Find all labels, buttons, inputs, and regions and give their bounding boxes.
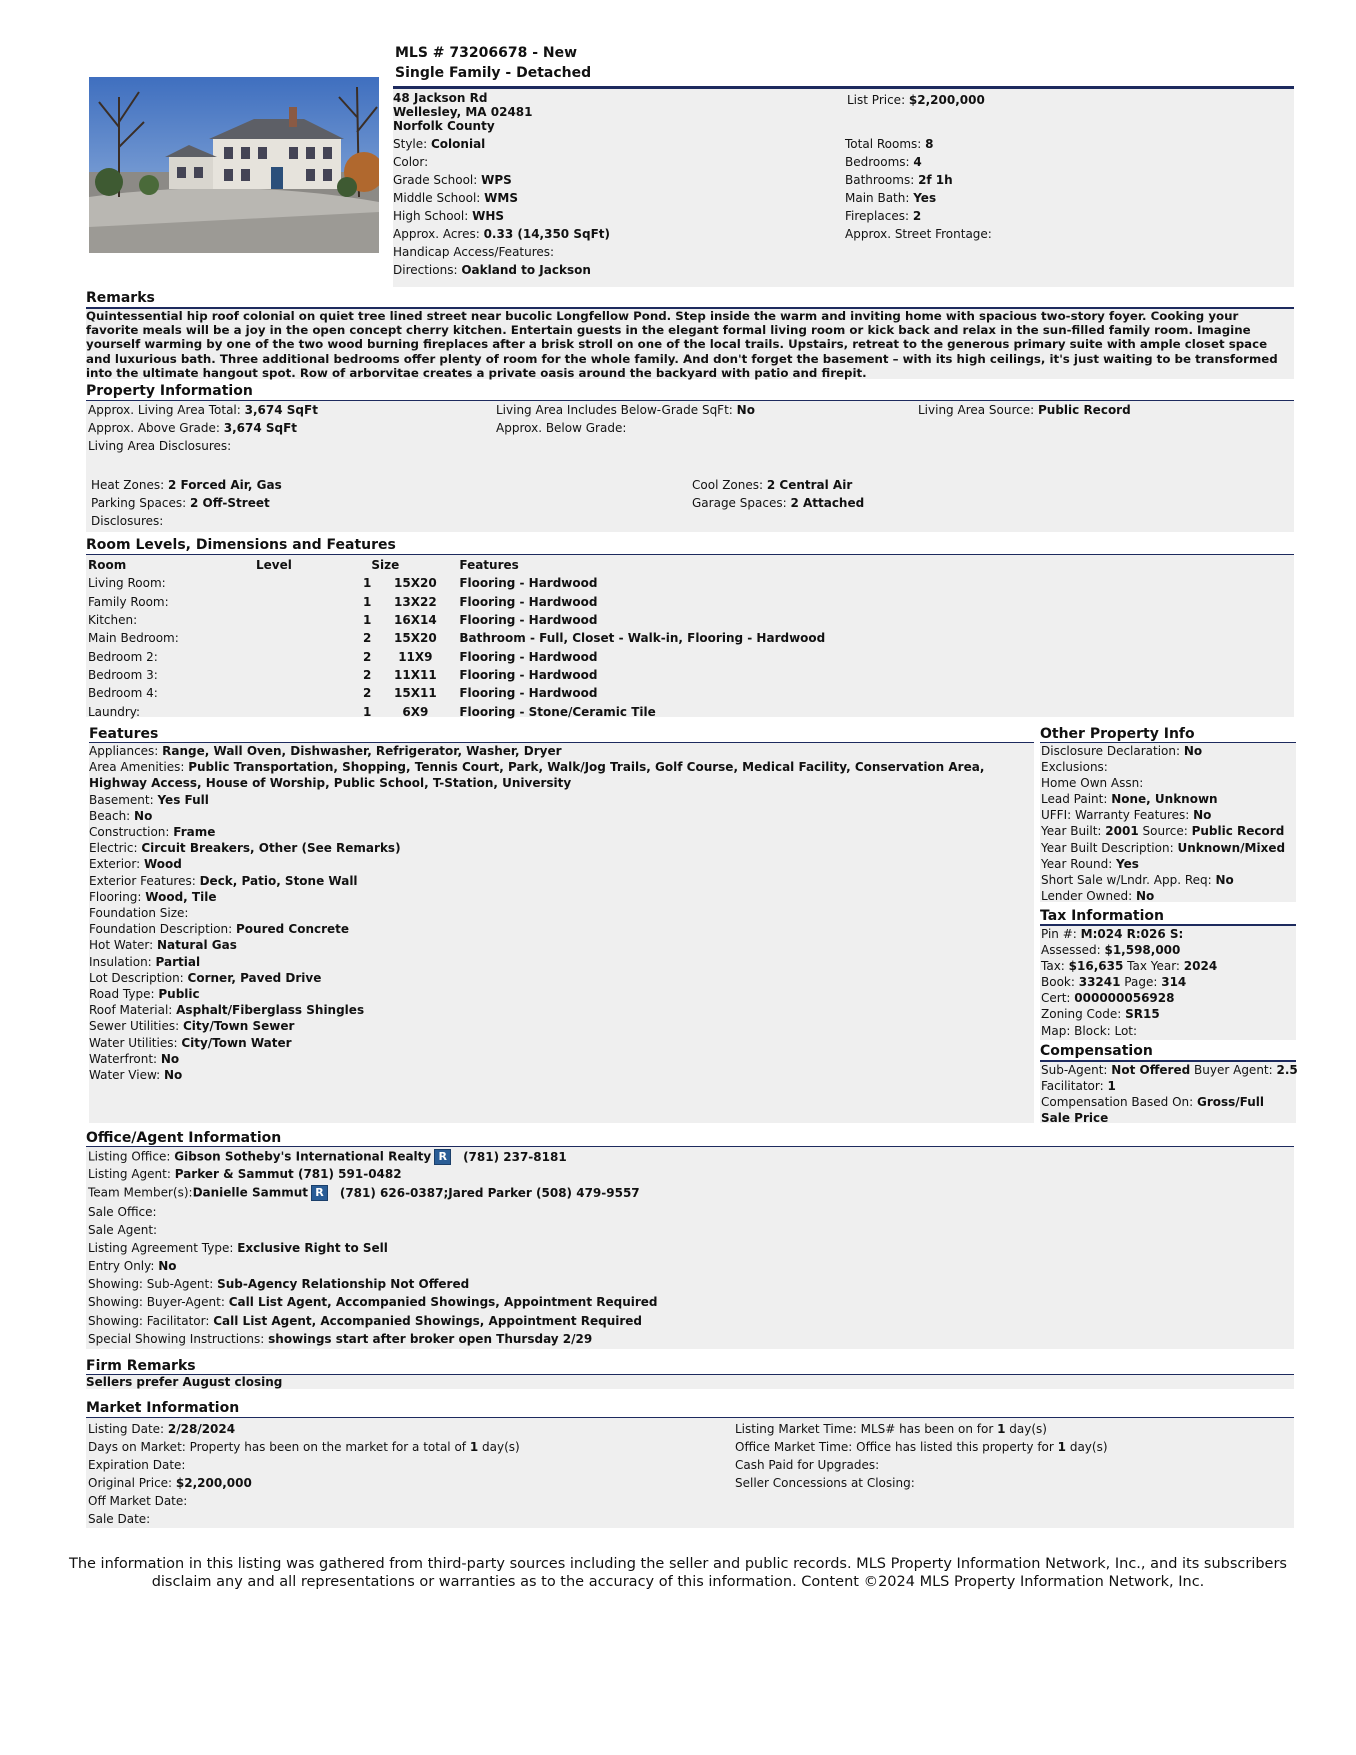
room-name: Laundry: — [88, 704, 141, 719]
cool-zones: Cool Zones: 2 Central Air — [692, 478, 853, 492]
list-price: List Price: $2,200,000 — [847, 93, 985, 107]
room-row — [88, 666, 825, 684]
other-info-title: Other Property Info — [1040, 726, 1195, 742]
feature-item: Exterior: Wood — [89, 857, 182, 872]
other-info-item: Disclosure Declaration: No — [1041, 744, 1203, 758]
other-info-item: Lender Owned: No — [1041, 888, 1155, 903]
room-level: 2 — [363, 686, 372, 701]
feature-item: Exterior Features: Deck, Patio, Stone Wall — [89, 873, 358, 888]
tax-item: Map: Block: Lot: — [1041, 1023, 1138, 1038]
col-room: Room — [88, 558, 127, 573]
below-grade: Approx. Below Grade: — [496, 421, 627, 435]
tax-item: Tax: $16,635 Tax Year: 2024 — [1041, 959, 1218, 974]
feature-item: Beach: No — [89, 808, 153, 823]
room-level: 2 — [363, 667, 372, 682]
room-row — [88, 647, 825, 665]
market-right-item: Seller Concessions at Closing: — [735, 1476, 915, 1491]
room-row — [88, 702, 825, 720]
summary-right-item: Fireplaces: 2 — [845, 209, 922, 223]
room-size: 11X9 — [398, 649, 433, 664]
room-level: 1 — [363, 594, 372, 609]
summary-right-item: Bedrooms: 4 — [845, 155, 922, 169]
tax-item: Assessed: $1,598,000 — [1041, 943, 1181, 958]
summary-left-item: Style: Colonial — [393, 137, 486, 151]
office-item: Showing: Facilitator: Call List Agent, Accompanied Showings, Appointment Required — [88, 1313, 643, 1328]
other-info-item: Year Built: 2001 Source: Public Record — [1041, 824, 1285, 839]
firm-remarks-text: Sellers prefer August closing — [86, 1375, 283, 1389]
listing-office: Listing Office: Gibson Sotheby's International Realty R (781) 237-8181 — [88, 1149, 567, 1164]
heat-zones: Heat Zones: 2 Forced Air, Gas — [91, 478, 282, 492]
sub-agent: Sub-Agent: Not Offered Buyer Agent: 2.5 — [1041, 1063, 1298, 1077]
room-name: Living Room: — [88, 576, 166, 591]
realtor-logo-icon: R — [434, 1149, 451, 1165]
office-title: Office/Agent Information — [86, 1130, 282, 1146]
room-features: Flooring - Hardwood — [459, 613, 598, 628]
market-left-item: Days on Market: Property has been on the market for a total of 1 day(s) — [88, 1440, 520, 1455]
other-info-item: UFFI: Warranty Features: No — [1041, 808, 1212, 823]
room-features: Bathroom - Full, Closet - Walk-in, Flooring - Hardwood — [459, 631, 826, 646]
tax-list — [1041, 926, 1217, 1039]
office-item: Listing Agreement Type: Exclusive Right to Sell — [88, 1241, 388, 1256]
other-info-item: Year Built Description: Unknown/Mixed — [1041, 840, 1286, 855]
summary-right-item: Approx. Street Frontage: — [845, 227, 992, 241]
property-type: Single Family - Detached — [395, 65, 592, 81]
living-area-total: Approx. Living Area Total: 3,674 SqFt — [88, 403, 318, 417]
living-area-source: Living Area Source: Public Record — [918, 403, 1131, 417]
other-info-item: Exclusions: — [1041, 760, 1108, 775]
office-item: Sale Office: — [88, 1205, 157, 1219]
feature-item: Water View: No — [89, 1068, 183, 1083]
rooms-header-row — [88, 556, 825, 574]
room-level: 2 — [363, 649, 372, 664]
summary-left-item: Handicap Access/Features: — [393, 245, 555, 259]
feature-item: Basement: Yes Full — [89, 792, 209, 807]
rooms-title: Room Levels, Dimensions and Features — [86, 537, 396, 553]
room-features: Flooring - Hardwood — [459, 594, 598, 609]
property-info-title: Property Information — [86, 383, 253, 399]
market-left-item: Original Price: $2,200,000 — [88, 1476, 252, 1491]
summary-right-item: Bathrooms: 2f 1h — [845, 173, 953, 187]
market-right — [735, 1420, 1108, 1492]
tax-title: Tax Information — [1040, 908, 1164, 924]
room-name: Bedroom 4: — [88, 686, 158, 701]
market-right-item: Office Market Time: Office has listed this property for 1 day(s) — [735, 1440, 1108, 1455]
address-block — [393, 91, 533, 133]
listing-agent: Listing Agent: Parker & Sammut (781) 591-0482 — [88, 1167, 402, 1181]
summary-left-item: Color: — [393, 155, 429, 169]
above-grade: Approx. Above Grade: 3,674 SqFt — [88, 421, 298, 435]
market-left-item: Listing Date: 2/28/2024 — [88, 1422, 236, 1436]
garage-spaces: Garage Spaces: 2 Attached — [692, 496, 865, 510]
room-level: 2 — [363, 631, 372, 646]
market-left-item: Sale Date: — [88, 1512, 151, 1527]
room-size: 11X11 — [394, 667, 437, 682]
team-member-name[interactable]: Danielle Sammut — [192, 1185, 308, 1200]
col-level: Level — [256, 558, 292, 573]
feature-item: Area Amenities: Public Transportation, Shopping, Tennis Court, Park, Walk/Jog Trails, Golf Course, Medical Facility, Conservation Area, Highway Access, House of Worship, Public School, T-Station, University — [89, 760, 985, 791]
market-right-item: Cash Paid for Upgrades: — [735, 1458, 880, 1473]
other-info-list — [1041, 743, 1285, 904]
market-right-item: Listing Market Time: MLS# has been on for 1 day(s) — [735, 1422, 1047, 1436]
room-row — [88, 629, 825, 647]
feature-item: Waterfront: No — [89, 1051, 180, 1066]
tax-item: Book: 33241 Page: 314 — [1041, 975, 1187, 990]
feature-item: Flooring: Wood, Tile — [89, 889, 217, 904]
feature-item: Roof Material: Asphalt/Fiberglass Shingles — [89, 1003, 365, 1018]
col-size: Size — [371, 558, 400, 573]
feature-item: Insulation: Partial — [89, 954, 201, 969]
office-item: Entry Only: No — [88, 1259, 177, 1274]
disclosures: Disclosures: — [91, 514, 164, 528]
address-city: Wellesley, MA 02481 — [393, 105, 533, 119]
includes-below-grade: Living Area Includes Below-Grade SqFt: No — [496, 403, 755, 417]
office-item: Showing: Sub-Agent: Sub-Agency Relationship Not Offered — [88, 1277, 470, 1292]
room-size: 6X9 — [402, 704, 429, 719]
remarks-text: Quintessential hip roof colonial on quiet tree lined street near bucolic Longfellow Pond. Step inside the warm and inviting home with spacious two-story foyer. Cooking your favorite meals will be a joy in the open concept cherry kitchen. Entertain guests in the elegant formal living room or kick back and relax in the sun-filled family room. Imagine yourself warming by one of the two wood burning fireplaces after a brisk stroll on one of the local trails. Upstairs, retreat to the generous primary suite with ample closet space and luxurious bath. Three additional bedrooms offer plenty of room for the whole family. And don't forget the basement – with its high ceilings, it's just waiting to be transformed into the ultimate hangout spot. Row of arborvitae creates a private oasis around the backyard with patio and firepit. — [86, 309, 1278, 380]
room-features: Flooring - Hardwood — [459, 686, 598, 701]
summary-right — [845, 135, 992, 243]
tax-item: Pin #: M:024 R:026 S: — [1041, 927, 1184, 941]
compensation-block — [1041, 1062, 1298, 1126]
room-size: 15X20 — [394, 576, 437, 591]
room-size: 16X14 — [394, 613, 437, 628]
summary-left-item: Grade School: WPS — [393, 173, 512, 187]
house-image — [89, 77, 379, 253]
room-size: 15X11 — [394, 686, 437, 701]
room-size: 13X22 — [394, 594, 437, 609]
feature-item: Electric: Circuit Breakers, Other (See Remarks) — [89, 841, 401, 856]
other-info-item: Home Own Assn: — [1041, 776, 1144, 791]
listing-office-phone: (781) 237-8181 — [463, 1149, 567, 1164]
room-row — [88, 684, 825, 702]
feature-item: Hot Water: Natural Gas — [89, 938, 237, 953]
summary-left — [393, 135, 610, 279]
summary-left-item: Approx. Acres: 0.33 (14,350 SqFt) — [393, 227, 610, 241]
remarks-title: Remarks — [86, 290, 155, 306]
room-name: Bedroom 2: — [88, 649, 158, 664]
market-left-item: Off Market Date: — [88, 1494, 188, 1509]
room-features: Flooring - Hardwood — [459, 649, 598, 664]
room-level: 1 — [363, 704, 372, 719]
feature-item: Road Type: Public — [89, 987, 200, 1002]
market-left — [88, 1420, 520, 1529]
room-row — [88, 611, 825, 629]
feature-item: Water Utilities: City/Town Water — [89, 1035, 292, 1050]
room-name: Kitchen: — [88, 613, 138, 628]
team-member-contacts: (781) 626-0387;Jared Parker (508) 479-9557 — [339, 1185, 640, 1200]
summary-left-item: Middle School: WMS — [393, 191, 518, 205]
room-row — [88, 593, 825, 611]
other-info-item: Lead Paint: None, Unknown — [1041, 792, 1218, 807]
room-features: Flooring - Hardwood — [459, 667, 598, 682]
rooms-table — [88, 556, 825, 721]
listing-office-name[interactable]: Gibson Sotheby's International Realty — [174, 1149, 432, 1164]
summary-left-item: Directions: Oakland to Jackson — [393, 263, 591, 277]
room-name: Family Room: — [88, 594, 169, 609]
room-name: Main Bedroom: — [88, 631, 179, 646]
tax-item: Zoning Code: SR15 — [1041, 1007, 1160, 1022]
market-left-item: Expiration Date: — [88, 1458, 186, 1473]
team-members: Team Member(s):Danielle Sammut R (781) 626-0387;Jared Parker (508) 479-9557 — [88, 1185, 640, 1200]
feature-item: Sewer Utilities: City/Town Sewer — [89, 1019, 295, 1034]
features-list — [89, 743, 1007, 1083]
list-price-value: $2,200,000 — [908, 93, 985, 107]
feature-item: Lot Description: Corner, Paved Drive — [89, 970, 322, 985]
disclaimer-footer: The information in this listing was gathered from third-party sources including the seller and public records. MLS Property Information Network, Inc., and its subscribers disclaim any and all representations or warranties as to the accuracy of this information. Content ©2024 MLS Property Information Network, Inc. — [68, 1556, 1287, 1590]
col-features: Features — [459, 558, 519, 573]
room-row — [88, 574, 825, 592]
office-list — [88, 1203, 658, 1348]
other-info-item: Short Sale w/Lndr. App. Req: No — [1041, 872, 1234, 887]
parking-spaces: Parking Spaces: 2 Off-Street — [91, 496, 270, 510]
room-size: 15X20 — [394, 631, 437, 646]
living-area-disclosures: Living Area Disclosures: — [88, 439, 232, 453]
room-level: 1 — [363, 576, 372, 591]
room-level: 1 — [363, 613, 372, 628]
feature-item: Appliances: Range, Wall Oven, Dishwasher, Refrigerator, Washer, Dryer — [89, 744, 562, 758]
room-features: Flooring - Hardwood — [459, 576, 598, 591]
firm-remarks-title: Firm Remarks — [86, 1358, 196, 1374]
compensation-based: Compensation Based On: Gross/Full Sale Price — [1041, 1095, 1265, 1125]
compensation-title: Compensation — [1040, 1043, 1153, 1059]
other-info-item: Year Round: Yes — [1041, 856, 1139, 871]
property-photo — [89, 77, 379, 253]
summary-right-item: Total Rooms: 8 — [845, 137, 934, 151]
market-title: Market Information — [86, 1400, 240, 1416]
feature-item: Construction: Frame — [89, 825, 216, 840]
realtor-logo-icon: R — [311, 1185, 328, 1201]
address-county: Norfolk County — [393, 119, 495, 133]
office-item: Sale Agent: — [88, 1223, 158, 1238]
office-item: Showing: Buyer-Agent: Call List Agent, Accompanied Showings, Appointment Required — [88, 1295, 658, 1310]
facilitator: Facilitator: 1 — [1041, 1079, 1116, 1093]
summary-left-item: High School: WHS — [393, 209, 505, 223]
feature-item: Foundation Description: Poured Concrete — [89, 922, 350, 937]
features-title: Features — [89, 726, 159, 742]
feature-item: Foundation Size: — [89, 906, 189, 921]
office-item: Special Showing Instructions: showings start after broker open Thursday 2/29 — [88, 1331, 593, 1346]
mls-number: MLS # 73206678 - New — [395, 45, 578, 61]
tax-item: Cert: 000000056928 — [1041, 991, 1175, 1006]
summary-right-item: Main Bath: Yes — [845, 191, 937, 205]
room-features: Flooring - Stone/Ceramic Tile — [459, 704, 656, 719]
address-street: 48 Jackson Rd — [393, 91, 488, 105]
room-name: Bedroom 3: — [88, 667, 158, 682]
